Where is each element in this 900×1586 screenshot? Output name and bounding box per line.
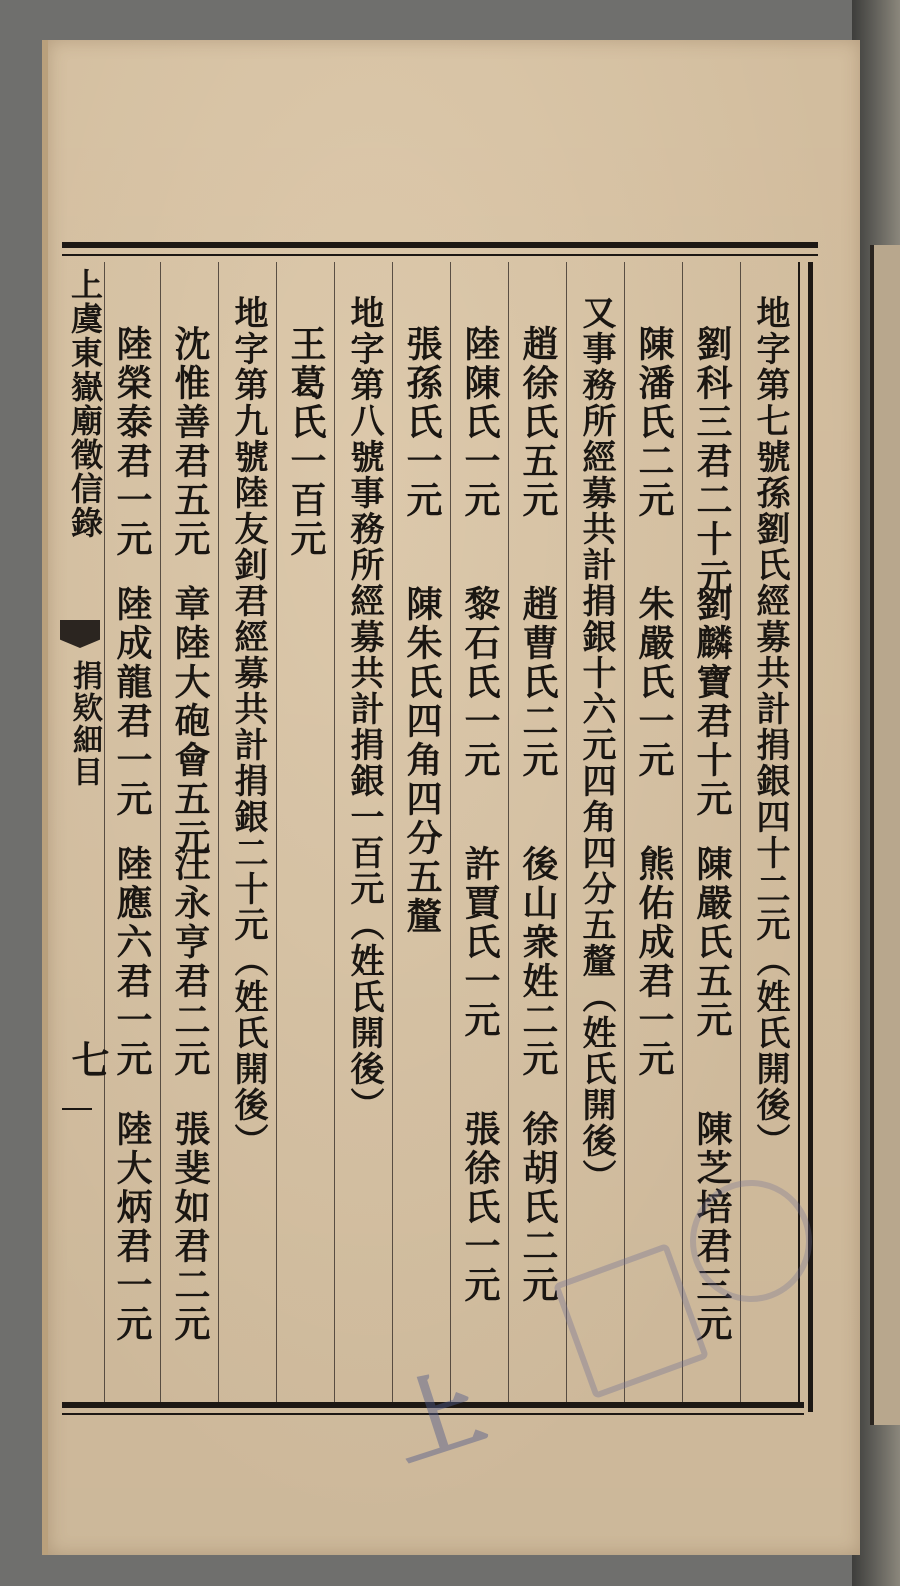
entry-item: 章陸大砲會五元 [169,585,211,858]
section-title: 捐欵細目 [67,660,102,788]
entry-item: 陸成龍君一元 [111,585,153,819]
entry-item: 趙徐氏五元 [517,325,559,520]
entry-item: 王葛氏一百元 [285,325,327,559]
entry-column: 地字第九號陸友釗君經募共計捐銀二十元（姓氏開後） [228,295,268,1159]
book-title: 上虞東嶽廟徵信錄 [66,268,104,540]
entry-item: 趙曹氏二元 [517,585,559,780]
page-number-rule [62,1108,92,1110]
frame-top-inner-border [62,254,818,256]
library-stamp-mark: 上 [378,1353,497,1482]
column-rule [392,262,393,1402]
entry-item: 陸大炳君一元 [111,1110,153,1344]
entry-column: 又事務所經募共計捐銀十六元四角四分五釐（姓氏開後） [576,295,616,1195]
column-rule [450,262,451,1402]
entry-item: 許賈氏一元 [459,845,501,1040]
column-rule [218,262,219,1402]
entry-item: 陳朱氏四角四分五釐 [401,585,443,936]
column-rule [682,262,683,1402]
entry-item: 陸榮泰君一元 [111,325,153,559]
entry-column: 地字第七號孫劉氏經募共計捐銀四十二元（姓氏開後） [750,295,790,1159]
entry-item: 劉科三君二十元 [691,325,733,598]
entry-item: 黎石氏一元 [459,585,501,780]
entry-item: 張斐如君二元 [169,1110,211,1344]
entry-item: 徐胡氏二元 [517,1110,559,1305]
entry-item: 沈惟善君五元 [169,325,211,559]
column-rule [160,262,161,1402]
entry-item: 張孫氏一元 [401,325,443,520]
entry-item: 朱嚴氏一元 [633,585,675,780]
column-rule [624,262,625,1402]
column-rule [566,262,567,1402]
entry-column: 地字第八號事務所經募共計捐銀一百元（姓氏開後） [344,295,384,1123]
entry-item: 陳潘氏二元 [633,325,675,520]
page-number: 七 [65,1040,110,1078]
entry-item: 陳嚴氏五元 [691,845,733,1040]
book-page [42,40,860,1555]
column-rule [276,262,277,1402]
entry-item: 後山衆姓二元 [517,845,559,1079]
entry-item: 熊佑成君一元 [633,845,675,1079]
frame-top-border [62,242,818,248]
column-rule [334,262,335,1402]
entry-item: 劉麟寶君十元 [691,585,733,819]
entry-item: 張徐氏一元 [459,1110,501,1305]
entry-item: 陸應六君一元 [111,845,153,1079]
next-page-edge [870,245,900,1425]
column-rule [508,262,509,1402]
entry-item: 陳芝培君三元 [691,1110,733,1344]
entry-item: 陸陳氏一元 [459,325,501,520]
entry-item: 汪永亨君二元 [169,845,211,1079]
